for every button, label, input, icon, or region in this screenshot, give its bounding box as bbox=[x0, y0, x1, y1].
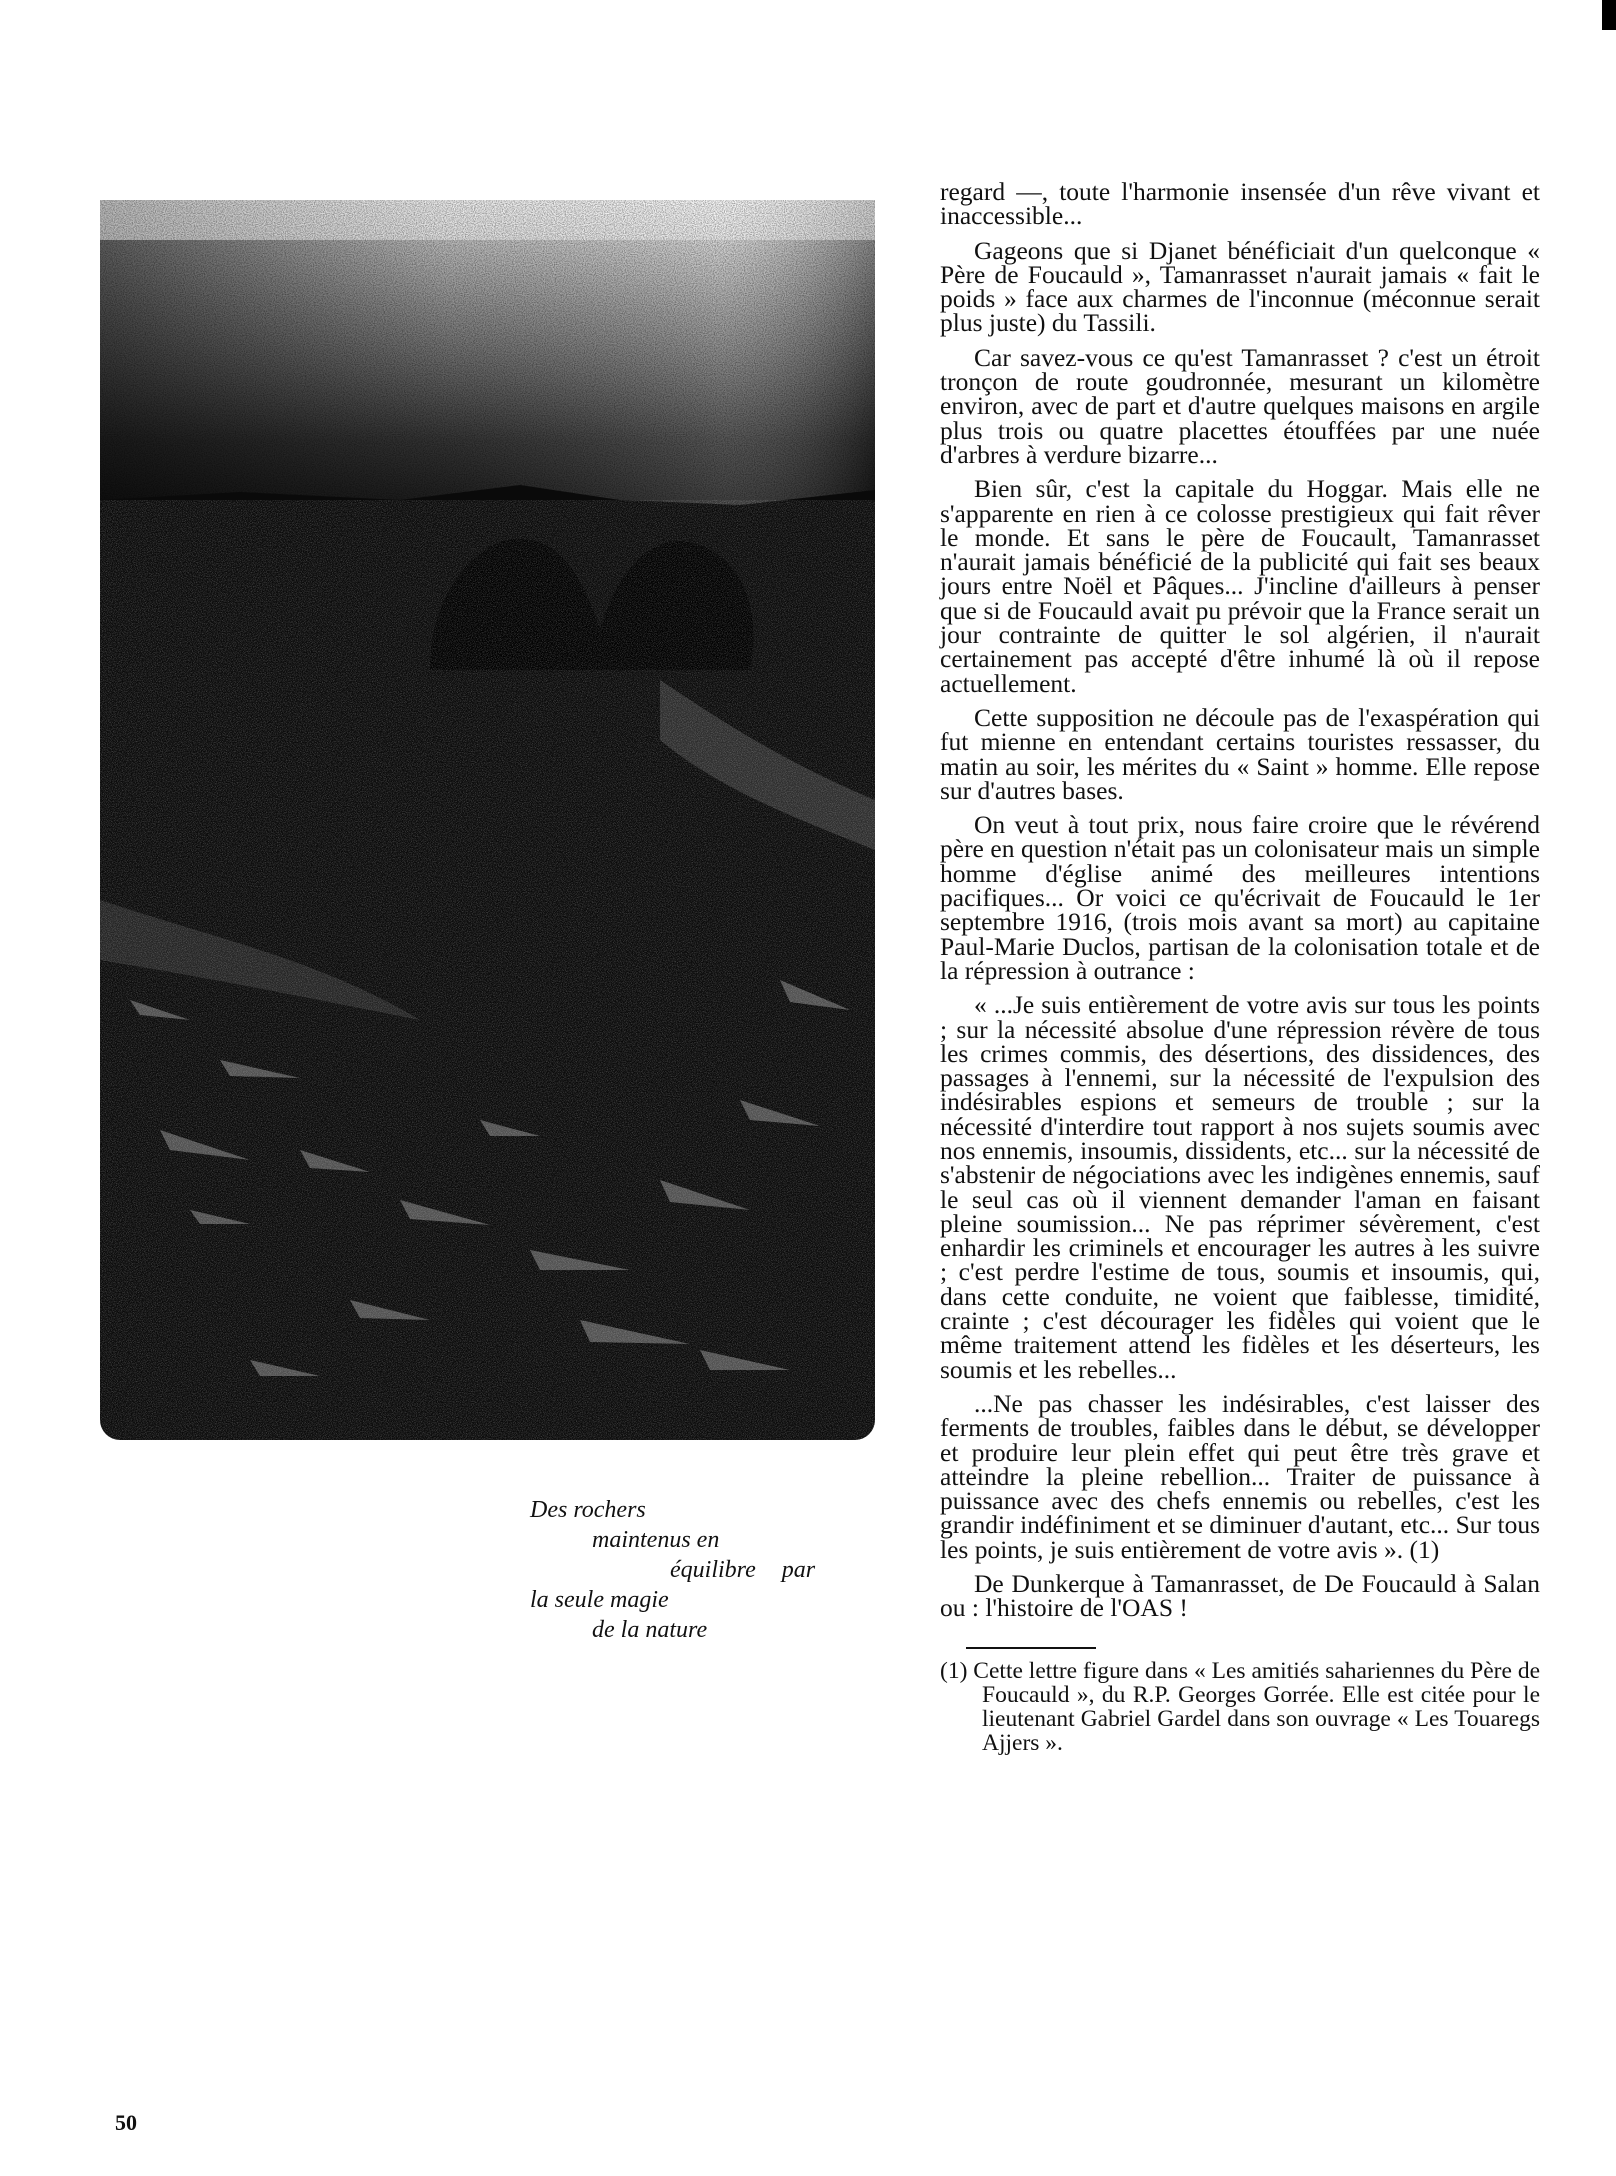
corner-scan-mark bbox=[1602, 0, 1616, 30]
page-number: 50 bbox=[115, 2110, 137, 2135]
caption-word: équilibre bbox=[670, 1557, 756, 1583]
caption-line: maintenus en bbox=[592, 1527, 720, 1553]
photo-caption bbox=[530, 1495, 860, 1645]
article-quote-paragraph: « ...Je suis entièrement de votre avis sur tous les points ; sur la nécessité absolue d'une répression révère de tous les crimes commis, des désertions, des dissidences, des passages à l'ennemi, sur la nécessité de l'expulsion des indésirables espions et semeurs de trouble ; sur la nécessité d'interdire tout rapport à nos sujets soumis avec nos ennemis, insoumis, dissidents, etc... sur la nécessité de s'abstenir de négociations avec les indigènes ennemis, sauf le seul cas où il viennent demander l'aman en faisant pleine soumission... Ne pas réprimer sévèrement, c'est enhardir les criminels et encourager les autres à les suivre ; c'est perdre l'estime de tous, soumis et insoumis, qui, dans cette conduite, ne voient que faiblesse, timidité, crainte ; c'est décourager les fidèles qui voient que le même traitement attend les fidèles et les déserteurs, les soumis et les rebelles... bbox=[940, 990, 1540, 1384]
footnote-divider bbox=[966, 1647, 1096, 1649]
rocks-photo-image bbox=[100, 200, 875, 1440]
article-paragraph: Car savez-vous ce qu'est Tamanrasset ? c'est un étroit tronçon de route goudronnée, mesurant un kilomètre environ, avec de part et d'autre quelques maisons en argile plus trois ou quatre placettes étouffées par une nuée d'arbres à verdure bizarre... bbox=[940, 342, 1540, 469]
rocks-photo bbox=[100, 200, 875, 1440]
footnote: (1) Cette lettre figure dans « Les amitiés sahariennes du Père de Foucauld », du R.P. Georges Gorrée. Elle est citée pour le lieutenant Gabriel Gardel dans son ouvrage « Les Touaregs Ajjers ». bbox=[940, 1657, 1540, 1756]
caption-line bbox=[530, 1555, 860, 1585]
article-paragraph: De Dunkerque à Tamanrasset, de De Foucauld à Salan ou : l'histoire de l'OAS ! bbox=[940, 1569, 1540, 1623]
caption-word: par bbox=[781, 1557, 816, 1583]
article-paragraph: Gageons que si Djanet bénéficiait d'un quelconque « Père de Foucauld », Tamanrasset n'aurait jamais « fait le poids » face aux charmes de l'inconnue (méconnue serait plus juste) du Tassili. bbox=[940, 235, 1540, 338]
caption-line: de la nature bbox=[592, 1617, 708, 1643]
caption-line: Des rochers bbox=[530, 1497, 646, 1523]
article-paragraph: Cette supposition ne découle pas de l'exaspération qui fut mienne en entendant certains touristes ressasser, du matin au soir, les mérites du « Saint » homme. Elle repose sur d'autres bases. bbox=[940, 702, 1540, 805]
article-column bbox=[940, 177, 1540, 1756]
caption-line: la seule magie bbox=[530, 1587, 669, 1613]
article-paragraph: On veut à tout prix, nous faire croire que le révérend père en question n'était pas un colonisateur mais un simple homme d'église animé des meilleures intentions pacifiques... Or voici ce qu'écrivait de Foucauld le 1er septembre 1916, (trois mois avant sa mort) au capitaine Paul-Marie Duclos, partisan de la colonisation totale et de la répression à outrance : bbox=[940, 810, 1540, 985]
article-paragraph: Bien sûr, c'est la capitale du Hoggar. Mais elle ne s'apparente en rien à ce colosse prestigieux qui fait rêver le monde. Et sans le père de Foucault, Tamanrasset n'aurait jamais bénéficié de la publicité qui fait ses beaux jours entre Noël et Pâques... J'incline d'ailleurs à penser que si de Foucauld avait pu prévoir que la France serait un jour contrainte de quitter le sol algérien, il n'aurait certainement pas accepté d'être inhumé là où il repose actuellement. bbox=[940, 474, 1540, 698]
article-quote-paragraph: ...Ne pas chasser les indésirables, c'est laisser des ferments de troubles, faibles dans le début, se développer et produire leur plein effet qui peut être très grave et atteindre la pleine rebellion... Traiter de puissance à puissance avec des chefs ennemis ou rebelles, c'est les grandir indéfiniment et se diminuer d'autant, etc... Sur tous les points, je suis entièrement de votre avis ». (1) bbox=[940, 1388, 1540, 1564]
article-paragraph: regard —, toute l'harmonie insensée d'un rêve vivant et inaccessible... bbox=[940, 177, 1540, 231]
